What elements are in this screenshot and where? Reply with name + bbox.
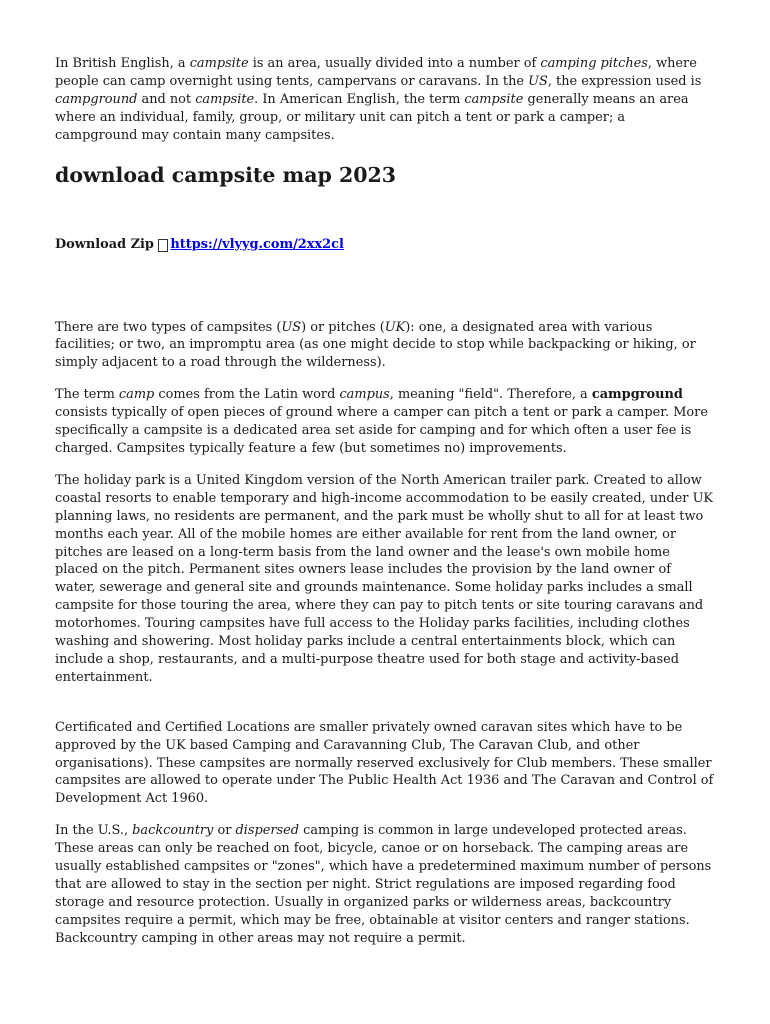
camp-paragraph: The term camp comes from the Latin word campus, meaning "field". Therefore, a campground consists typically of open pieces of ground where a camper can pitch a tent or park a camper. More specifically a campsite is a dedicated area set aside for camping and for which often a user fee is charged. Campsites typically feature a few (but sometimes no) improvements. [55,387,708,456]
backcountry-paragraph: In the U.S., backcountry or dispersed camping is common in large undeveloped protected areas. These areas can only be reached on foot, bicycle, canoe or on horseback. The camping areas are usually established campsites or "zones", which have a predetermined maximum number of persons that are allowed to stay in the section per night. Strict regulations are imposed regarding food storage and resource protection. Usually in organized parks or wilderness areas, backcountry campsites require a permit, which may be free, obtainable at visitor centers and ranger stations. Backcountry camping in other areas may not require a permit. [55,823,712,946]
term-campground: campground [55,91,138,107]
term-uk: UK [384,319,406,335]
term-us-2: US [281,319,302,335]
missing-glyph-icon [158,239,168,252]
term-dispersed: dispersed [235,823,299,839]
types-paragraph: There are two types of campsites (US) or pitches (UK): one, a designated area with various facilities; or two, an impromptu area (as one might decide to stop while backpacking or hiking, or simply adjacent to a road through the wilderness). [55,319,696,371]
download-link[interactable]: https://vlyyg.com/2xx2cl [170,236,344,252]
intro-paragraph: In British English, a campsite is an area, usually divided into a number of camping pitches, where people can camp overnight using tents, campervans or caravans. In the US, the expression used is campground and not campsite. In American English, the term campsite generally means an area where an individual, family, group, or military unit can pitch a tent or park a camper; a campground may contain many campsites. [55,56,702,143]
download-label: Download Zip [55,236,154,252]
page-heading: download campsite map 2023 [55,162,397,187]
term-camping-pitches: camping pitches [540,56,648,71]
document-page [55,55,715,948]
term-campus: campus [339,387,390,403]
term-campsite-2: campsite [195,91,255,107]
holiday-paragraph: The holiday park is a United Kingdom version of the North American trailer park. Created to allow coastal resorts to enable temporary and high-income accommodation to be easily created, under UK planning laws, no residents are permanent, and the park must be wholly shut to all for at least two months each year. All of the mobile homes are either available for rent from the land owner, or pitches are leased on a long-term basis from the land owner and the lease's own mobile home placed on the pitch. Permanent sites owners lease includes the provision by the land owner of water, sewerage and general site and grounds maintenance. Some holiday parks includes a small campsite for those touring the area, where they can pay to pitch tents or site touring caravans and motorhomes. Touring campsites have full access to the Holiday parks facilities, including clothes washing and showering. Most holiday parks include a central entertainments block, which can include a shop, restaurants, and a multi-purpose theatre used for both stage and activity-based entertainment. [55,472,714,685]
term-campsite-3: campsite [464,91,524,107]
term-campground-bold: campground [591,387,683,403]
download-line [55,236,715,254]
term-campsite: campsite [189,56,249,71]
certificated-paragraph: Certificated and Certified Locations are smaller privately owned caravan sites which have to be approved by the UK based Camping and Caravanning Club, The Caravan Club, and other organisations). These campsites are normally reserved exclusively for Club members. These smaller campsites are allowed to operate under The Public Health Act 1936 and The Caravan and Control of Development Act 1960. [55,719,714,807]
term-us: US [528,73,548,89]
term-camp: camp [118,387,155,403]
term-backcountry: backcountry [132,823,214,839]
